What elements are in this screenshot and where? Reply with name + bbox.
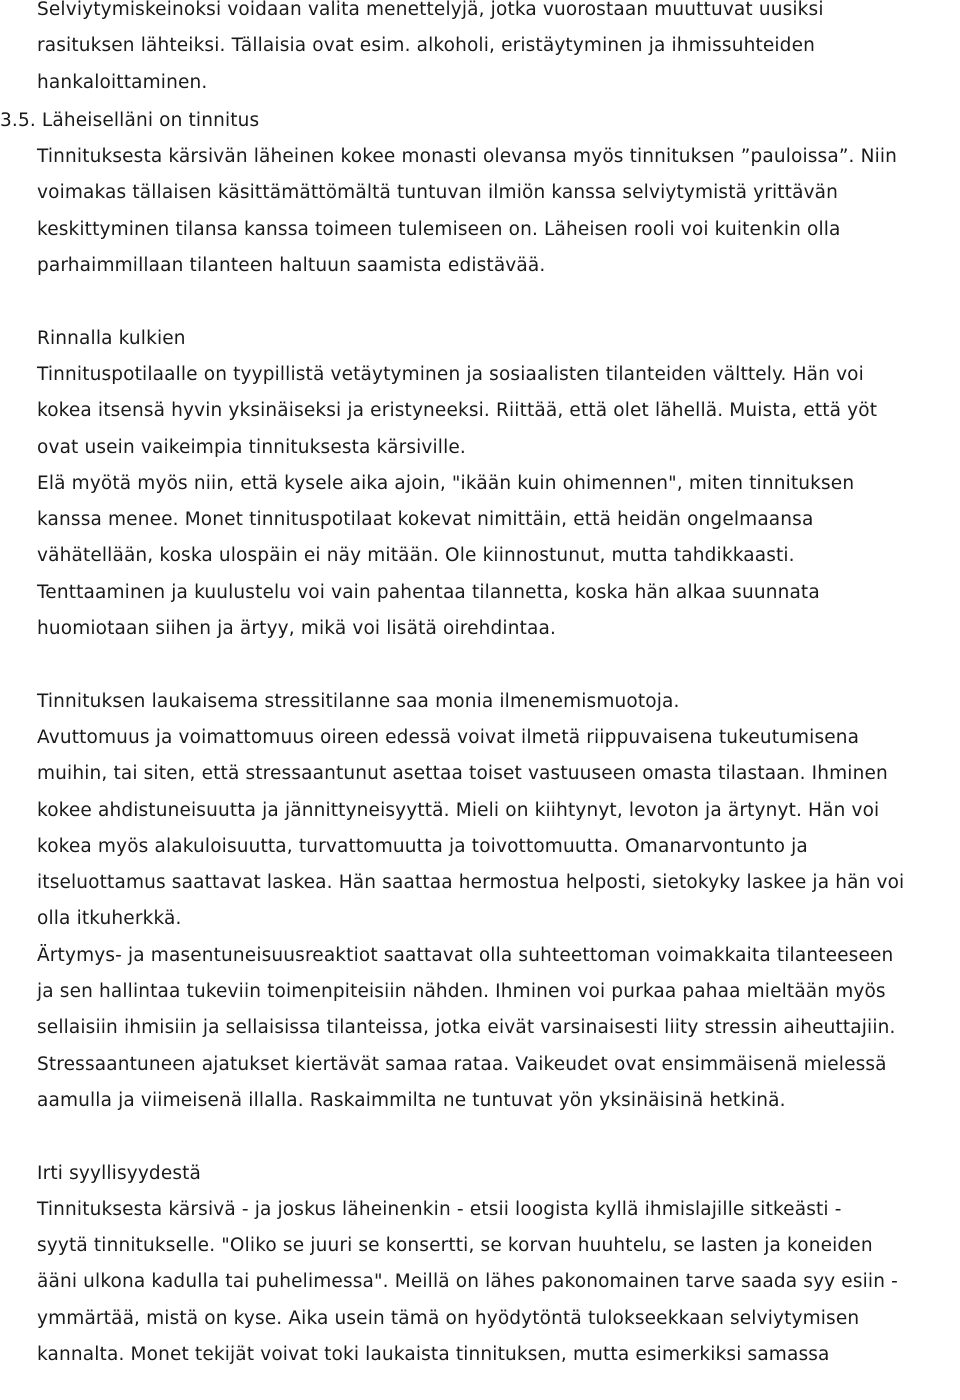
rinnalla-heading: Rinnalla kulkien	[37, 327, 186, 349]
rinnalla-paragraph-1: Tinnituspotilaalle on tyypillistä vetäytyminen ja sosiaalisten tilanteiden välttely. Hän voi kokea itsensä hyvin yksinäiseksi ja eristyneeksi. Riittää, että olet lähellä. Muista, että yöt ovat usein vaikeimpia tinnituksesta kärsiville.	[37, 363, 878, 458]
rinnalla-paragraph-2: Elä myötä myös niin, että kysele aika ajoin, "ikään kuin ohimennen", miten tinnituksen kanssa menee. Monet tinnituspotilaat kokevat nimittäin, että heidän ongelmaansa vähätellään, koska ulospäin ei näy mitään. Ole kiinnostunut, mutta tahdikkaasti.	[37, 472, 855, 567]
stress-paragraph-1: Avuttomuus ja voimattomuus oireen edessä voivat ilmetä riippuvaisena tukeutumisena muihin, tai siten, että stressaantunut asettaa toiset vastuuseen omasta tilastaan. Ihminen kokee ahdistuneisuutta ja jännittyneisyyttä. Mieli on kiihtynyt, levoton ja ärtynyt. Hän voi kokea myös alakuloisuutta, turvattomuutta ja toivottomuutta. Omanarvontunto ja itseluottamus saattavat laskea. Hän saattaa hermostua helposti, sietokyky laskee ja hän voi olla itkuherkkä.	[37, 726, 905, 930]
rinnalla-paragraph-3: Tenttaaminen ja kuulustelu voi vain pahentaa tilannetta, koska hän alkaa suunnata huomiotaan siihen ja ärtyy, mikä voi lisätä oirehdintaa.	[37, 581, 820, 640]
section-paragraph: Tinnituksesta kärsivän läheinen kokee monasti olevansa myös tinnituksen ”pauloissa”. Niin voimakas tällaisen käsittämättömältä tuntuvan ilmiön kanssa selviytymistä yrittävän keskittyminen tilansa kanssa toimeen tulemiseen on. Läheisen rooli voi kuitenkin olla parhaimmillaan tilanteen haltuun saamista edistävää.	[37, 146, 898, 277]
spacer	[37, 1119, 960, 1155]
irti-paragraph: Tinnituksesta kärsivä - ja joskus läheinenkin - etsii loogista kyllä ihmislajille sitkeästi - syytä tinnitukselle. "Oliko se juuri se konsertti, se korvan huuhtelu, se lasten ja koneiden ääni ulkona kadulla tai puhelimessa". Meillä on lähes pakonomainen tarve saada syy esiin - ymmärtää, mistä on kyse. Aika usein tämä on hyödytöntä tulokseekkaan selviytymisen kannalta. Monet tekijät voivat toki laukaista tinnituksen, mutta esimerkiksi samassa	[37, 1198, 898, 1365]
intro-paragraph: Selviytymiskeinoksi voidaan valita menettelyjä, jotka vuorostaan muuttuvat uusiksi rasituksen lähteiksi. Tällaisia ovat esim. alkoholi, eristäytyminen ja ihmissuhteiden hankaloittaminen.	[37, 0, 824, 93]
section-heading: 3.5. Läheiselläni on tinnitus	[0, 109, 260, 131]
irti-heading: Irti syyllisyydestä	[37, 1162, 202, 1184]
stress-heading: Tinnituksen laukaisema stressitilanne saa monia ilmenemismuotoja.	[37, 690, 680, 712]
stress-paragraph-2: Ärtymys- ja masentuneisuusreaktiot saattavat olla suhteettoman voimakkaita tilanteeseen ja sen hallintaa tukeviin toimenpiteisiin nähden. Ihminen voi purkaa pahaa mieltään myös sellaisiin ihmisiin ja sellaisissa tilanteissa, jotka eivät varsinaisesti liity stressin aiheuttajiin. Stressaantuneen ajatukset kiertävät samaa rataa. Vaikeudet ovat ensimmäisenä mielessä aamulla ja viimeisenä illalla. Raskaimmilta ne tuntuvat yön yksinäisinä hetkinä.	[37, 944, 896, 1111]
spacer	[37, 647, 960, 683]
spacer	[37, 284, 960, 320]
